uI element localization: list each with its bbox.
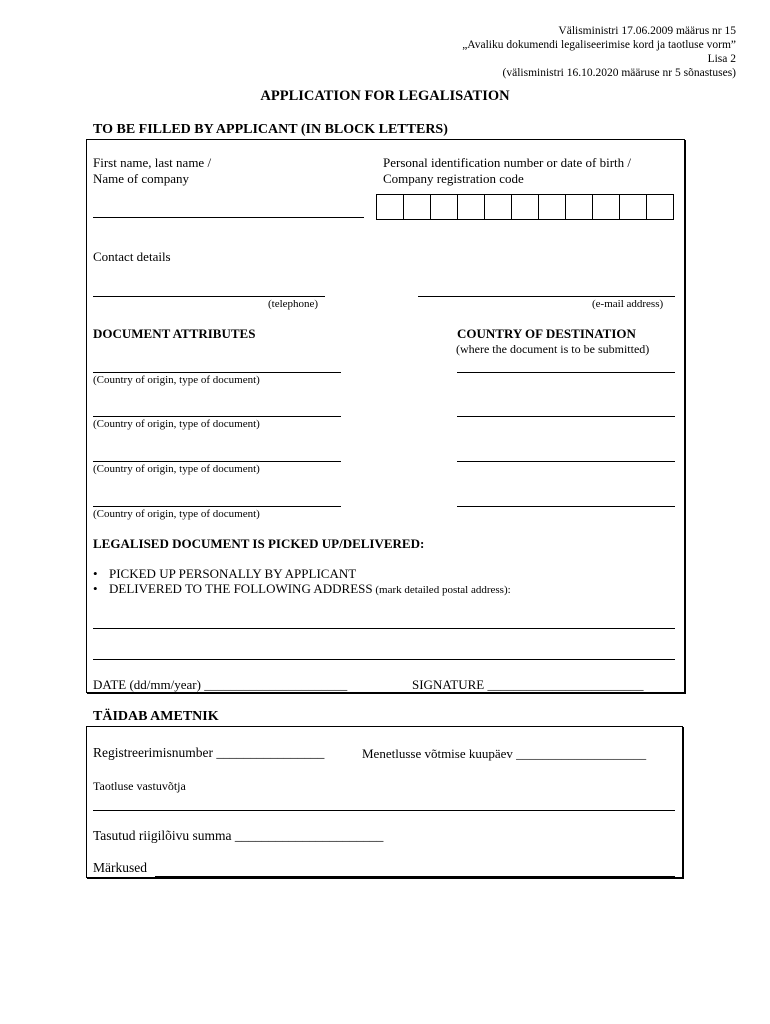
destination-field[interactable] [457, 461, 675, 462]
id-digit-box[interactable] [377, 195, 404, 219]
id-digit-box[interactable] [539, 195, 566, 219]
name-label-2: Name of company [93, 171, 190, 186]
id-label-1: Personal identification number or date of birth / [383, 155, 632, 170]
id-digit-box[interactable] [458, 195, 485, 219]
option-picked-up-label: PICKED UP PERSONALLY BY APPLICANT [109, 566, 357, 581]
signature-field[interactable]: SIGNATURE ________________________ [412, 677, 644, 692]
contact-label: Contact details [93, 249, 171, 264]
address-line-1[interactable] [93, 628, 675, 629]
name-field[interactable] [93, 217, 364, 218]
id-digit-box[interactable] [512, 195, 539, 219]
bullet-icon: • [93, 581, 98, 596]
document-caption: (Country of origin, type of document) [93, 374, 260, 386]
receiver-label: Taotluse vastuvõtja [93, 779, 186, 793]
bullet-icon: • [93, 566, 98, 581]
option-picked-up[interactable] [93, 566, 356, 582]
id-digit-box[interactable] [404, 195, 431, 219]
destination-field[interactable] [457, 416, 675, 417]
option-delivered[interactable] [93, 581, 511, 597]
document-field[interactable] [93, 506, 341, 507]
id-digit-box[interactable] [431, 195, 458, 219]
country-destination-heading: COUNTRY OF DESTINATION [457, 326, 636, 341]
id-digit-box[interactable] [593, 195, 620, 219]
name-label-1: First name, last name / [93, 155, 212, 170]
date-field[interactable]: DATE (dd/mm/year) ______________________ [93, 677, 348, 692]
id-digit-box[interactable] [620, 195, 647, 219]
country-destination-subtitle: (where the document is to be submitted) [456, 342, 650, 356]
amendment-note: (välisministri 16.10.2020 määruse nr 5 sõnastuses) [502, 67, 736, 79]
remarks-label: Märkused [93, 860, 147, 875]
remarks-field[interactable] [155, 876, 675, 877]
destination-field[interactable] [457, 506, 675, 507]
id-digit-box[interactable] [566, 195, 593, 219]
official-section-heading: TÄIDAB AMETNIK [93, 709, 219, 724]
id-label-2: Company registration code [383, 171, 524, 186]
email-caption: (e-mail address) [592, 298, 664, 310]
registration-number-field[interactable]: Registreerimisnumber ________________ [93, 745, 325, 760]
email-field[interactable] [418, 296, 675, 297]
id-code-boxes[interactable] [376, 194, 674, 220]
document-field[interactable] [93, 372, 341, 373]
id-digit-box[interactable] [485, 195, 512, 219]
address-line-2[interactable] [93, 659, 675, 660]
telephone-caption: (telephone) [268, 298, 319, 310]
regulation-title: „Avaliku dokumendi legaliseerimise kord ja taotluse vorm” [462, 39, 736, 51]
regulation-ref: Välisministri 17.06.2009 määrus nr 15 [558, 25, 736, 37]
document-attributes-heading: DOCUMENT ATTRIBUTES [93, 326, 256, 341]
document-field[interactable] [93, 416, 341, 417]
legalised-delivery-heading: LEGALISED DOCUMENT IS PICKED UP/DELIVERED: [93, 536, 425, 551]
option-delivered-note: (mark detailed postal address): [372, 584, 511, 596]
receiver-field[interactable] [93, 810, 675, 811]
form-title: APPLICATION FOR LEGALISATION [260, 88, 510, 104]
document-field[interactable] [93, 461, 341, 462]
id-digit-box[interactable] [647, 195, 673, 219]
fee-amount-field[interactable]: Tasutud riigilõivu summa ______________________ [93, 828, 384, 843]
telephone-field[interactable] [93, 296, 325, 297]
document-caption: (Country of origin, type of document) [93, 508, 260, 520]
annex-label: Lisa 2 [707, 53, 736, 65]
destination-field[interactable] [457, 372, 675, 373]
processing-date-field[interactable]: Menetlusse võtmise kuupäev ____________________ [362, 746, 647, 761]
option-delivered-label: DELIVERED TO THE FOLLOWING ADDRESS [109, 581, 373, 596]
applicant-section-heading: TO BE FILLED BY APPLICANT (IN BLOCK LETTERS) [93, 122, 448, 137]
document-caption: (Country of origin, type of document) [93, 463, 260, 475]
document-caption: (Country of origin, type of document) [93, 418, 260, 430]
